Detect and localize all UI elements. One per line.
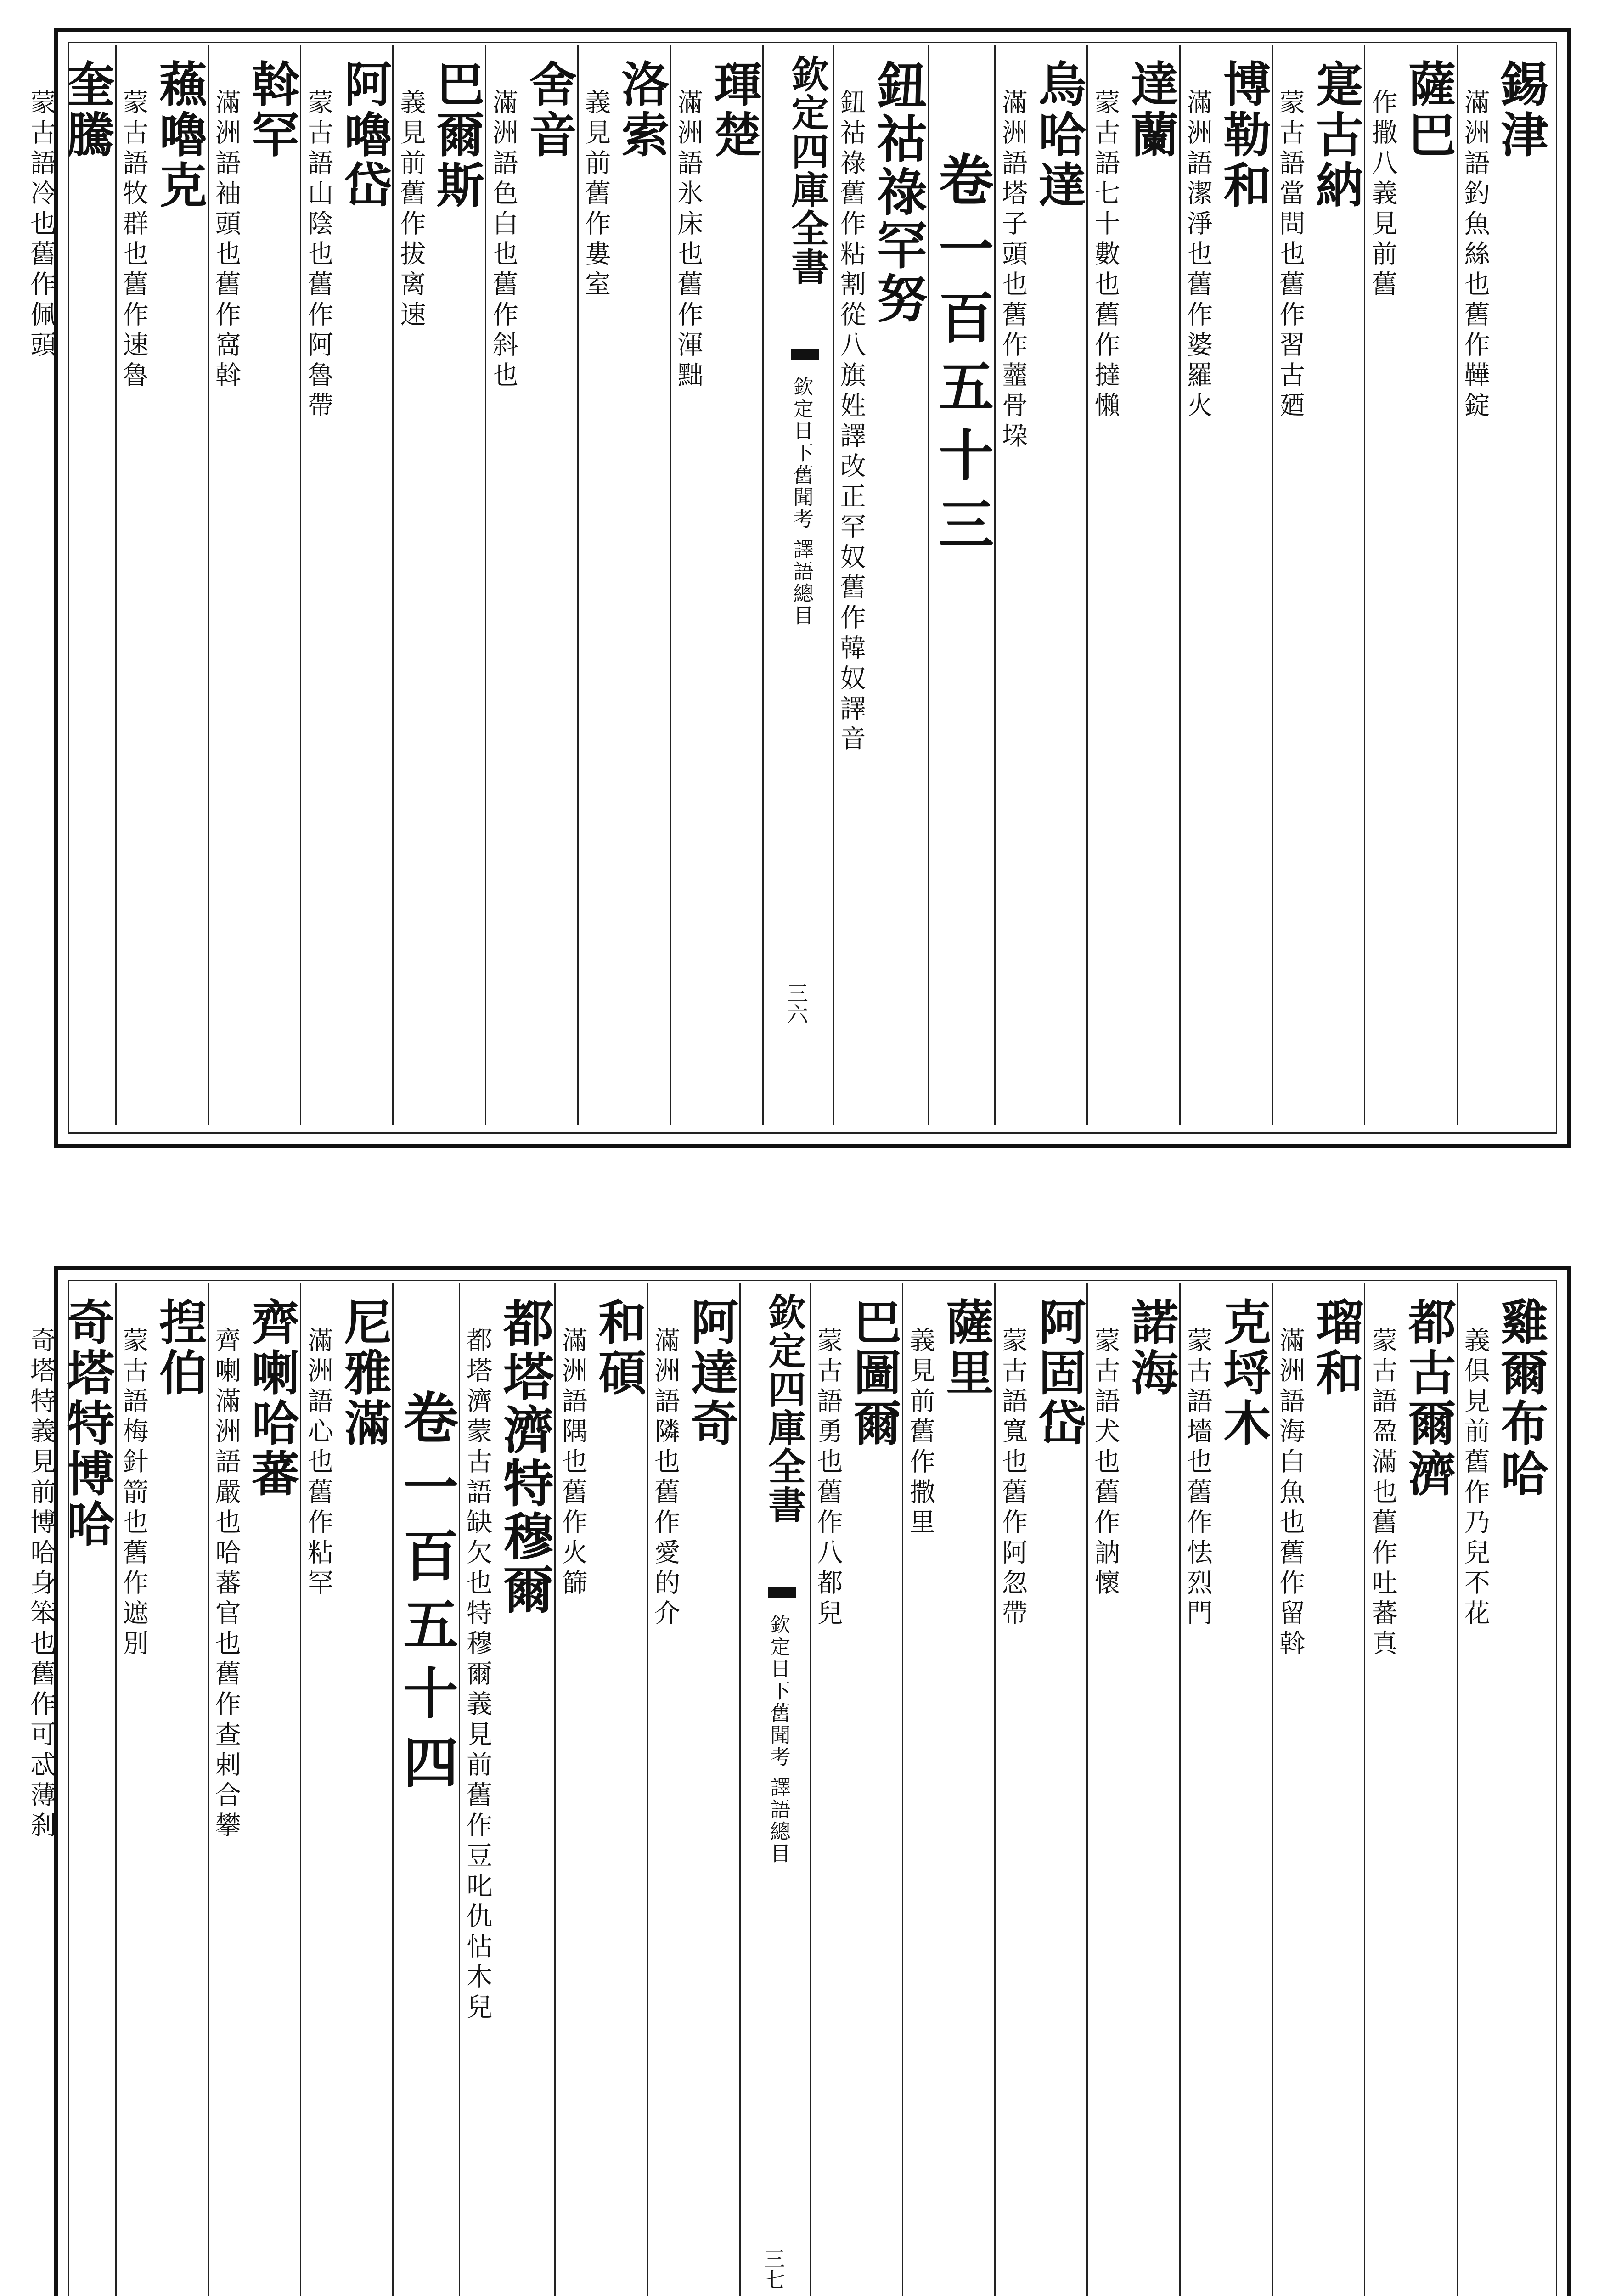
entry-column bbox=[24, 1283, 115, 2296]
entry-note: 蒙古語當問也舊作習古廼 bbox=[1275, 89, 1306, 422]
entry-note: 作撒八義見前舊 bbox=[1368, 89, 1398, 301]
entry-column bbox=[577, 45, 670, 1125]
entry-column bbox=[459, 1283, 554, 2296]
entry-head: 瑠和 bbox=[1307, 1297, 1364, 1398]
entry-column bbox=[833, 45, 928, 1125]
entry-column bbox=[392, 45, 484, 1125]
entry-note: 義見前舊作拔离速 bbox=[396, 89, 426, 331]
entry-note: 奇塔特義見前博哈身笨也舊作可忒薄刹 bbox=[26, 1327, 56, 1842]
entry-head: 揑伯 bbox=[151, 1297, 208, 1398]
entry-head: 巴爾斯 bbox=[428, 59, 485, 211]
spine-subtitle: 欽定日下舊聞考 譯語總目 bbox=[789, 376, 813, 627]
entry-note: 蒙古語山陰也舊作阿魯帶 bbox=[304, 89, 334, 422]
entry-note: 齊喇滿洲語嚴也哈蕃官也舊作查剌合攀 bbox=[211, 1327, 241, 1842]
entry-note: 義俱見前舊作乃兒不花 bbox=[1460, 1327, 1490, 1630]
entry-note: 滿洲語隅也舊作火篩 bbox=[557, 1327, 588, 1599]
entry-note: 蒙古語墻也舊作怯烈門 bbox=[1182, 1327, 1213, 1630]
entry-column bbox=[994, 1283, 1086, 2296]
entry-note: 都塔濟蒙古語缺欠也特穆爾義見前舊作豆叱仇怗木兒 bbox=[462, 1327, 493, 2024]
entry-column bbox=[115, 45, 208, 1125]
entry-head: 薩里 bbox=[938, 1297, 995, 1398]
entry-head: 錫津 bbox=[1492, 59, 1549, 160]
entry-note: 蒙古語冷也舊作佩頭 bbox=[26, 89, 56, 361]
fish-tail-mark bbox=[768, 1587, 796, 1598]
spine-page-number: 三六 bbox=[783, 982, 809, 1024]
entry-head: 奎騰 bbox=[58, 59, 115, 160]
entry-note: 滿洲語袖頭也舊作窩斡 bbox=[211, 89, 241, 392]
entry-note: 鈕祜祿舊作粘割從八旗姓譯改正罕奴舊作韓奴譯音 bbox=[836, 89, 866, 755]
entry-column bbox=[810, 1283, 902, 2296]
entry-column bbox=[208, 1283, 300, 2296]
spine-title: 欽定四庫全書 bbox=[762, 1293, 806, 1524]
entry-head: 博勒和 bbox=[1215, 59, 1272, 211]
entry-note: 蒙古語寬也舊作阿忽帶 bbox=[998, 1327, 1028, 1630]
entry-head: 都古爾濟 bbox=[1400, 1297, 1457, 1499]
juan-heading: 卷一百五十三 bbox=[929, 151, 995, 564]
entry-head: 阿固岱 bbox=[1030, 1297, 1087, 1449]
entry-column bbox=[485, 45, 577, 1125]
entry-column bbox=[902, 1283, 994, 2296]
entry-head: 諾海 bbox=[1122, 1297, 1179, 1398]
entry-head: 斡罕 bbox=[243, 59, 300, 160]
entry-column bbox=[1086, 45, 1179, 1125]
entry-head: 琿楚 bbox=[705, 59, 762, 160]
fish-tail-mark bbox=[791, 349, 819, 360]
entry-note: 滿洲語潔淨也舊作婆羅火 bbox=[1182, 89, 1213, 422]
entry-column bbox=[1272, 45, 1364, 1125]
entry-column bbox=[1364, 45, 1456, 1125]
entry-head: 舍音 bbox=[521, 59, 578, 160]
entry-head: 都塔濟特穆爾 bbox=[495, 1297, 554, 1617]
entry-column bbox=[208, 45, 300, 1125]
bottom-columns bbox=[26, 1283, 1549, 2296]
spine-page-number: 三七 bbox=[760, 2248, 786, 2290]
entry-column bbox=[1457, 1283, 1549, 2296]
entry-note: 蒙古語梅針箭也舊作遮別 bbox=[118, 1327, 149, 1660]
bottom-page bbox=[26, 1266, 1571, 2296]
entry-column bbox=[115, 1283, 208, 2296]
juan-heading-column bbox=[928, 45, 995, 1125]
entry-head: 達蘭 bbox=[1122, 59, 1179, 160]
entry-note: 義見前舊作婁室 bbox=[581, 89, 611, 301]
center-spine bbox=[762, 45, 833, 1125]
entry-column bbox=[1179, 1283, 1272, 2296]
entry-head: 鈕祜祿罕努 bbox=[868, 59, 928, 326]
entry-head: 雞爾布哈 bbox=[1492, 1297, 1549, 1499]
entry-head: 薩巴 bbox=[1400, 59, 1457, 160]
juan-heading: 卷一百五十四 bbox=[394, 1389, 459, 1802]
entry-head: 克埒木 bbox=[1215, 1297, 1272, 1449]
entry-head: 洛索 bbox=[613, 59, 670, 160]
entry-note: 蒙古語勇也舊作八都兒 bbox=[813, 1327, 843, 1630]
entry-column bbox=[1364, 1283, 1456, 2296]
entry-head: 和碩 bbox=[590, 1297, 647, 1398]
entry-column bbox=[1086, 1283, 1179, 2296]
entry-note: 滿洲語氷床也舊作渾黜 bbox=[673, 89, 704, 392]
entry-head: 尼雅滿 bbox=[336, 1297, 393, 1449]
top-columns bbox=[26, 45, 1549, 1125]
entry-column bbox=[994, 45, 1086, 1125]
entry-head: 蘓嚕克 bbox=[151, 59, 208, 211]
entry-head: 阿嚕岱 bbox=[336, 59, 393, 211]
entry-note: 滿洲語釣魚絲也舊作鞾錠 bbox=[1460, 89, 1490, 422]
entry-column bbox=[670, 45, 762, 1125]
entry-column bbox=[300, 1283, 392, 2296]
entry-column bbox=[1272, 1283, 1364, 2296]
entry-column bbox=[24, 45, 115, 1125]
entry-column bbox=[554, 1283, 647, 2296]
entry-head: 齊喇哈蕃 bbox=[243, 1297, 300, 1499]
entry-note: 滿洲語心也舊作粘罕 bbox=[304, 1327, 334, 1599]
entry-head: 奇塔特博哈 bbox=[58, 1297, 115, 1550]
juan-heading-column bbox=[392, 1283, 459, 2296]
entry-note: 蒙古語牧群也舊作速魯 bbox=[118, 89, 149, 392]
entry-note: 蒙古語盈滿也舊作吐蕃真 bbox=[1368, 1327, 1398, 1660]
entry-column bbox=[1179, 45, 1272, 1125]
entry-note: 滿洲語色白也舊作斜也 bbox=[488, 89, 518, 392]
spine-subtitle: 欽定日下舊聞考 譯語總目 bbox=[766, 1614, 790, 1865]
spine-title: 欽定四庫全書 bbox=[785, 55, 829, 286]
entry-head: 阿達奇 bbox=[682, 1297, 739, 1449]
entry-note: 蒙古語犬也舊作訥懷 bbox=[1090, 1327, 1120, 1599]
entry-note: 滿洲語塔子頭也舊作虀骨垜 bbox=[998, 89, 1028, 452]
entry-head: 烏哈達 bbox=[1030, 59, 1087, 211]
entry-note: 滿洲語海白魚也舊作留斡 bbox=[1275, 1327, 1306, 1660]
entry-note: 蒙古語七十數也舊作撻懶 bbox=[1090, 89, 1120, 422]
entry-head: 巴圖爾 bbox=[845, 1297, 902, 1449]
entry-column bbox=[300, 45, 392, 1125]
center-spine bbox=[739, 1283, 810, 2296]
entry-head: 寔古納 bbox=[1307, 59, 1364, 211]
top-page bbox=[26, 28, 1571, 1148]
entry-column bbox=[1457, 45, 1549, 1125]
entry-note: 義見前舊作撒里 bbox=[905, 1327, 935, 1539]
entry-note: 滿洲語隣也舊作愛的介 bbox=[650, 1327, 681, 1630]
entry-column bbox=[647, 1283, 739, 2296]
